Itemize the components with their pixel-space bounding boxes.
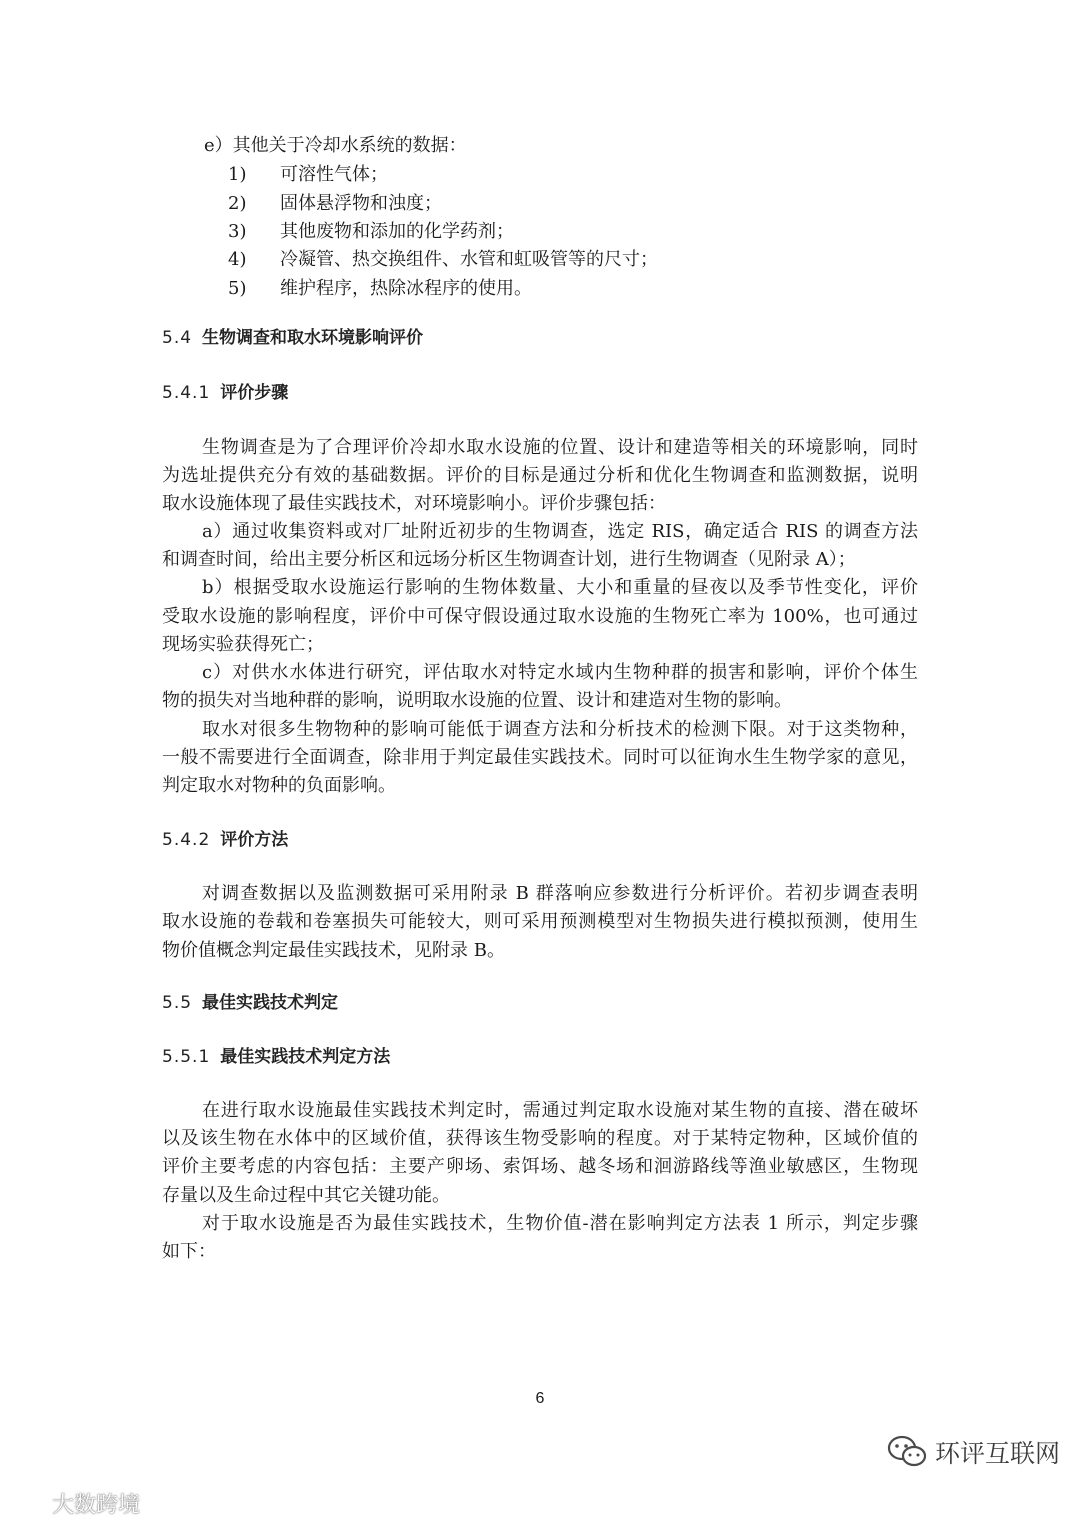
paragraph-line: 受取水设施的影响程度，评价中可保守假设通过取水设施的生物死亡率为 100%，也可通过 xyxy=(162,606,918,627)
heading-5-4-1 xyxy=(162,379,288,407)
paragraph-line: 和调查时间，给出主要分析区和远场分析区生物调查计划，进行生物调查（见附录 A）； xyxy=(162,549,856,570)
paragraph-line: b）根据受取水设施运行影响的生物体数量、大小和重量的昼夜以及季节性变化，评价 xyxy=(202,577,918,598)
paragraph-line: c）对供水水体进行研究，评估取水对特定水域内生物种群的损害和影响，评价个体生 xyxy=(202,662,918,683)
paragraph-line: 取水设施的卷载和卷塞损失可能较大，则可采用预测模型对生物损失进行模拟预测，使用生 xyxy=(162,911,918,932)
heading-title: 生物调查和取水环境影响评价 xyxy=(202,328,424,348)
paragraph-line: a）通过收集资料或对厂址附近初步的生物调查，选定 RIS，确定适合 RIS 的调查方法 xyxy=(202,521,918,542)
watermark-logo xyxy=(4,1488,140,1519)
paragraph-line: 在进行取水设施最佳实践技术判定时，需通过判定取水设施对某生物的直接、潜在破坏 xyxy=(202,1100,918,1121)
list-item-number: 2) xyxy=(228,193,247,214)
paragraph-line: 判定取水对物种的负面影响。 xyxy=(162,775,396,796)
paragraph-line: 取水设施体现了最佳实践技术，对环境影响小。评价步骤包括： xyxy=(162,493,666,514)
heading-title: 评价方法 xyxy=(220,830,289,850)
heading-5-5 xyxy=(162,989,338,1017)
paragraph-line: 取水对很多生物物种的影响可能低于调查方法和分析技术的检测下限。对于这类物种， xyxy=(202,719,918,740)
heading-number: 5.4.2 xyxy=(162,830,211,850)
heading-number: 5.5.1 xyxy=(162,1047,211,1067)
heading-title: 评价步骤 xyxy=(220,383,289,403)
paragraph-line: 物价值概念判定最佳实践技术，见附录 B。 xyxy=(162,940,505,961)
list-item: 可溶性气体； xyxy=(280,164,388,185)
paragraph-line: 对于取水设施是否为最佳实践技术，生物价值-潜在影响判定方法表 1 所示，判定步骤 xyxy=(202,1213,918,1234)
list-item-number: 1) xyxy=(228,164,247,185)
heading-number: 5.5 xyxy=(162,993,193,1013)
heading-5-4 xyxy=(162,324,423,352)
heading-title: 最佳实践技术判定 xyxy=(202,993,339,1013)
list-item: 其他废物和添加的化学药剂； xyxy=(280,221,514,242)
paragraph-line: 以及该生物在水体中的区域价值，获得该生物受影响的程度。对于某特定物种，区域价值的 xyxy=(162,1128,918,1149)
watermark-wechat xyxy=(887,1434,1060,1470)
list-item-number: 5) xyxy=(228,278,247,299)
watermark-left-text: 大数跨境 xyxy=(52,1493,141,1518)
paragraph-line: 为选址提供充分有效的基础数据。评价的目标是通过分析和优化生物调查和监测数据，说明 xyxy=(162,465,918,486)
heading-number: 5.4.1 xyxy=(162,383,211,403)
paragraph-line: 生物调查是为了合理评价冷却水取水设施的位置、设计和建造等相关的环境影响，同时 xyxy=(202,437,918,458)
list-item-number: 4) xyxy=(228,249,247,270)
paragraph-line: 对调查数据以及监测数据可采用附录 B 群落响应参数进行分析评价。若初步调查表明 xyxy=(202,883,918,904)
wechat-icon xyxy=(887,1435,927,1469)
paragraph-line: 现场实验获得死亡； xyxy=(162,634,324,655)
paragraph-line: 如下： xyxy=(162,1241,216,1262)
heading-title: 最佳实践技术判定方法 xyxy=(220,1047,391,1067)
section-e-intro: e）其他关于冷却水系统的数据： xyxy=(204,135,467,156)
paragraph-line: 物的损失对当地种群的影响，说明取水设施的位置、设计和建造对生物的影响。 xyxy=(162,690,792,711)
paragraph-line: 一般不需要进行全面调查，除非用于判定最佳实践技术。同时可以征询水生生物学家的意见， xyxy=(162,747,918,768)
list-item-number: 3) xyxy=(228,221,247,242)
list-item: 维护程序，热除冰程序的使用。 xyxy=(280,278,532,299)
list-item: 固体悬浮物和浊度； xyxy=(280,193,442,214)
chat-bubble-icon xyxy=(4,1491,48,1517)
paragraph-line: 评价主要考虑的内容包括：主要产卵场、索饵场、越冬场和洄游路线等渔业敏感区，生物现 xyxy=(162,1156,918,1177)
heading-number: 5.4 xyxy=(162,328,193,348)
page-number: 6 xyxy=(535,1390,545,1407)
list-item: 冷凝管、热交换组件、水管和虹吸管等的尺寸； xyxy=(280,249,658,270)
watermark-right-text: 环评互联网 xyxy=(934,1439,1060,1468)
heading-5-4-2 xyxy=(162,826,288,854)
paragraph-line: 存量以及生命过程中其它关键功能。 xyxy=(162,1185,450,1206)
heading-5-5-1 xyxy=(162,1043,390,1071)
